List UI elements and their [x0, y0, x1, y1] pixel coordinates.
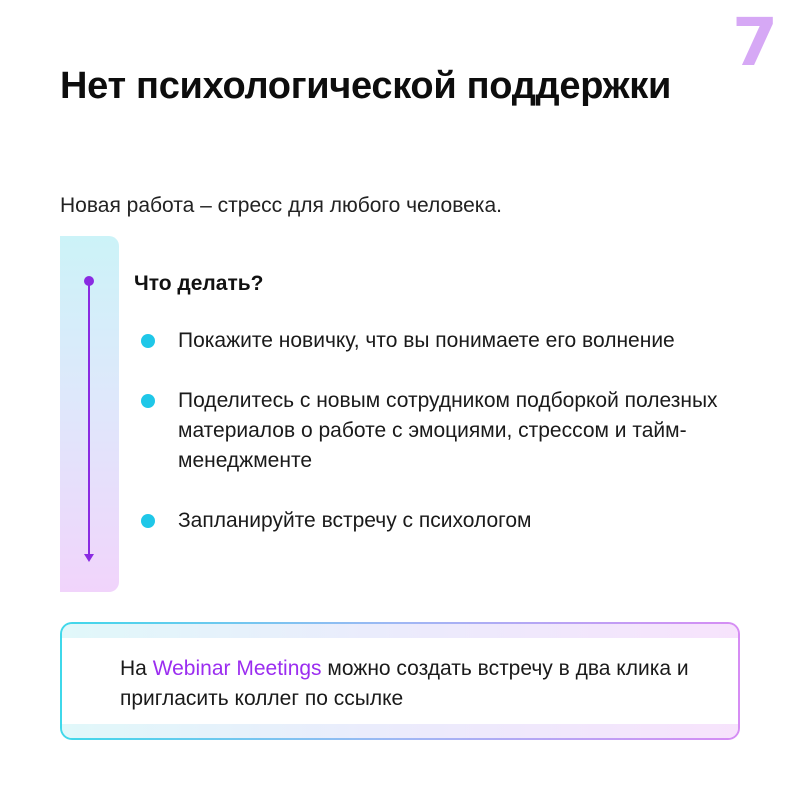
- timeline-line: [88, 278, 90, 558]
- info-callout-text: [120, 654, 720, 714]
- section-heading: Что делать?: [134, 272, 264, 295]
- list-item: [140, 386, 760, 476]
- page-number: 7: [732, 4, 778, 81]
- arrow-down-icon: [84, 554, 94, 562]
- info-prefix: На: [120, 657, 153, 680]
- page-title: Нет психологической поддержки: [60, 65, 672, 107]
- info-callout: [60, 622, 740, 740]
- info-callout-inner: [62, 624, 738, 738]
- subtitle: Новая работа – стресс для любого человека.: [60, 194, 502, 217]
- brand-name: Webinar Meetings: [152, 657, 322, 680]
- list-item-text: Покажите новичку, что вы понимаете его волнение: [178, 329, 675, 352]
- bullet-dot-icon: [141, 514, 155, 528]
- bullet-dot-icon: [141, 334, 155, 348]
- timeline-bar: [60, 236, 119, 592]
- list-item: [140, 326, 760, 356]
- list-item: [140, 506, 760, 536]
- action-list: [140, 326, 760, 536]
- list-item-text: Запланируйте встречу с психологом: [178, 509, 532, 532]
- bullet-dot-icon: [141, 394, 155, 408]
- info-suffix: можно создать встречу в два клика и пригласить коллег по ссылке: [120, 657, 689, 710]
- list-item-text: Поделитесь с новым сотрудником подборкой полезных материалов о работе с эмоциями, стрессом и тайм-менеджменте: [178, 389, 718, 472]
- timeline-start-dot: [84, 276, 94, 286]
